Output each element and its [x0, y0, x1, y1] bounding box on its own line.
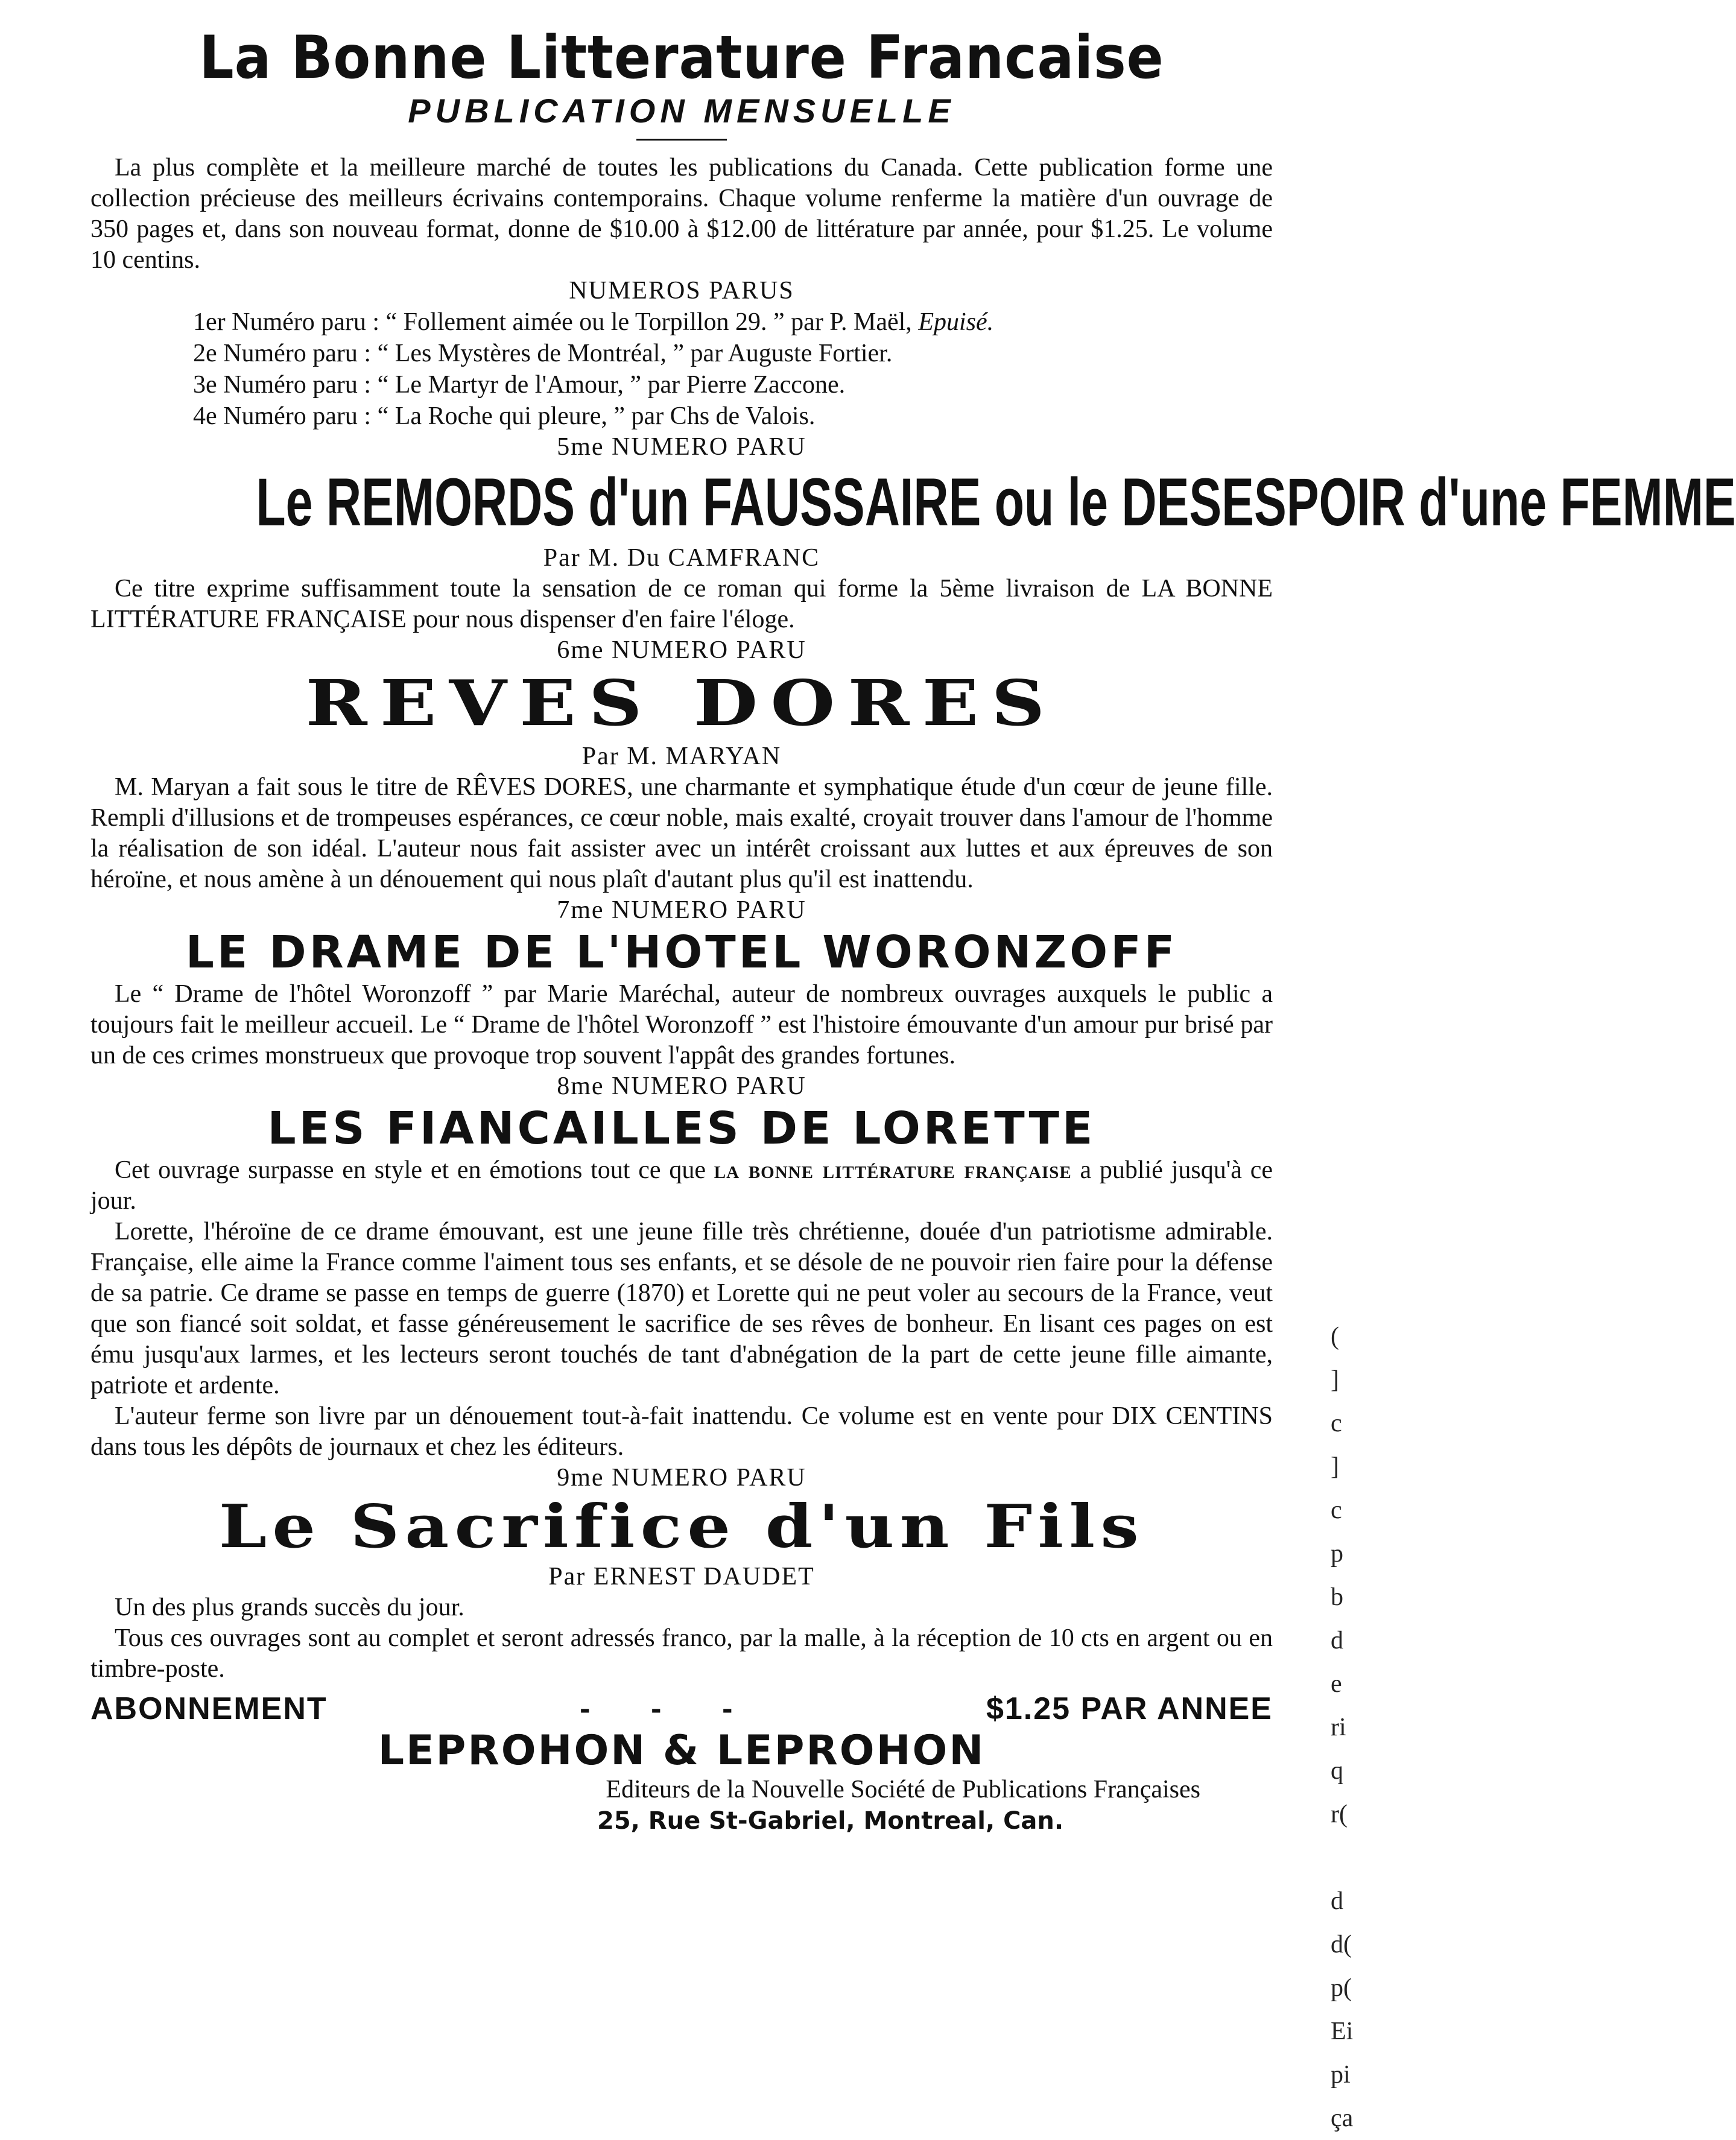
issue-5-title: Le REMORDS d'un FAUSSAIRE ou le DESESPOIR d'une FEMME	[256, 464, 1736, 540]
list-item: 1er Numéro paru : “ Follement aimée ou le Torpillon 29. ” par P. Maël, Epuisé.	[193, 308, 994, 336]
issue-8-label: 8me NUMERO PARU	[557, 1072, 806, 1100]
issue-8-description-2: Lorette, l'héroïne de ce drame émouvant, est une jeune fille très chrétienne, douée d'un patriotisme admirable. Française, elle aime la France comme l'aiment tous ses enfants, et se désole de ne pouvoir rien faire pour la défense de sa patrie. Ce drame se passe en temps de guerre (1870) et Lorette qui ne peut voler au secours de la France, veut que son fiancé soit soldat, et fasse généreusement le sacrifice de ses rêves de bonheur. En lisant ces pages on est ému jusqu'aux larmes, et les lecteurs seront touchés de tant d'abnégation de la part de cette jeune fille aimante, patriote et ardente.	[90, 1218, 1273, 1399]
title-rule	[636, 139, 727, 141]
margin-fragment: r(	[1331, 1800, 1348, 1828]
issue-8-description-3: L'auteur ferme son livre par un dénouement tout-à-fait inattendu. Ce volume est en vente pour DIX CENTINS dans tous les dépôts de journaux et chez les éditeurs.	[90, 1402, 1273, 1461]
margin-fragment: c	[1331, 1496, 1342, 1524]
issue-6-title: REVES DORES	[305, 666, 1058, 740]
subscription-line	[90, 1689, 1273, 1728]
margin-fragment: p(	[1331, 1974, 1352, 2002]
margin-fragment: ]	[1331, 1453, 1339, 1481]
margin-fragment	[1331, 1836, 1367, 1879]
issue-5-label: 5me NUMERO PARU	[557, 433, 806, 461]
margin-fragment: ]	[1331, 1366, 1339, 1394]
margin-fragment: b	[1331, 1583, 1343, 1611]
issue-9-label: 9me NUMERO PARU	[557, 1464, 806, 1492]
margin-fragment: q	[1331, 1757, 1343, 1785]
numeros-parus-label: NUMEROS PARUS	[569, 277, 794, 305]
issue-9-description-2: Tous ces ouvrages sont au complet et seront adressés franco, par la malle, à la réception de 10 cts en argent ou en timbre-poste.	[90, 1624, 1273, 1683]
issue-9-author: Par ERNEST DAUDET	[548, 1563, 815, 1591]
margin-fragment: p	[1331, 1540, 1343, 1568]
issue-6-label: 6me NUMERO PARU	[557, 636, 806, 664]
subscription-dashes: - - -	[580, 1691, 734, 1726]
margin-fragment: ri	[1331, 1714, 1346, 1741]
advertisement-page	[90, 24, 1736, 1837]
issue-8-title: LES FIANCAILLES DE LORETTE	[267, 1103, 1096, 1154]
issue-7-title: LE DRAME DE L'HOTEL WORONZOFF	[185, 926, 1178, 978]
issue-7-label: 7me NUMERO PARU	[557, 896, 806, 924]
publisher-name: LEPROHON & LEPROHON	[378, 1727, 986, 1774]
margin-fragment: pi	[1331, 2061, 1351, 2089]
issue-9-description-1: Un des plus grands succès du jour.	[115, 1594, 464, 1621]
subscription-label: ABONNEMENT	[90, 1691, 328, 1726]
list-item: 4e Numéro paru : “ La Roche qui pleure, ” par Chs de Valois.	[193, 402, 816, 430]
numeros-list	[193, 306, 1273, 432]
publisher-address: 25, Rue St-Gabriel, Montreal, Can.	[597, 1807, 1064, 1835]
margin-fragment: e	[1331, 1670, 1342, 1698]
margin-fragment: d	[1331, 1627, 1343, 1654]
masthead-title: La Bonne Litterature Francaise	[199, 24, 1164, 92]
list-item: 2e Numéro paru : “ Les Mystères de Montréal, ” par Auguste Fortier.	[193, 340, 893, 367]
issue-6-description: M. Maryan a fait sous le titre de RÊVES DORES, une charmante et symphatique étude d'un cœur de jeune fille. Rempli d'illusions et de trompeuses espérances, ce cœur noble, mais exalté, croyait trouver dans l'amour de l'homme la réalisation de son idéal. L'auteur nous fait assister avec un intérêt croissant aux luttes et aux épreuves de son héroïne, et nous amène à un dénouement qui nous plaît d'autant plus qu'il est inattendu.	[90, 773, 1273, 893]
subscription-price: $1.25 PAR ANNEE	[986, 1691, 1273, 1726]
publication-subtitle: PUBLICATION MENSUELLE	[408, 92, 955, 130]
issue-5-author: Par M. Du CAMFRANC	[543, 544, 820, 572]
issue-8-description-1: Cet ouvrage surpasse en style et en émotions tout ce que la bonne littérature française a publié jusqu'à ce jour.	[90, 1156, 1273, 1215]
adjacent-page-margin-text	[1331, 1315, 1367, 2140]
issue-6-author: Par M. MARYAN	[581, 742, 782, 770]
margin-fragment: (	[1331, 1323, 1339, 1350]
margin-fragment: ça	[1331, 2104, 1354, 2132]
issue-9-title: Le Sacrifice d'un Fils	[218, 1492, 1145, 1562]
margin-fragment: c	[1331, 1410, 1342, 1437]
publisher-description: Editeurs de la Nouvelle Société de Publications Françaises	[606, 1776, 1200, 1803]
journal-name-smallcaps: la bonne littérature française	[714, 1156, 1072, 1184]
issue-5-description: Ce titre exprime suffisamment toute la sensation de ce roman qui forme la 5ème livraison de LA BONNE LITTÉRATURE FRANÇAISE pour nous dispenser d'en faire l'éloge.	[90, 575, 1273, 633]
margin-fragment: d	[1331, 1887, 1343, 1915]
margin-fragment: Ei	[1331, 2018, 1354, 2045]
intro-paragraph: La plus complète et la meilleure marché de toutes les publications du Canada. Cette publication forme une collection précieuse des meilleurs écrivains contemporains. Chaque volume renferme la matière d'un ouvrage de 350 pages et, dans son nouveau format, donne de $10.00 à $12.00 de littérature par année, pour $1.25. Le volume 10 centins.	[90, 154, 1273, 274]
issue-7-description: Le “ Drame de l'hôtel Woronzoff ” par Marie Maréchal, auteur de nombreux ouvrages auxquels le public a toujours fait le meilleur accueil. Le “ Drame de l'hôtel Woronzoff ” est l'histoire émouvante d'un amour pur brisé par un de ces crimes monstrueux que provoque trop souvent l'appât des grandes fortunes.	[90, 980, 1273, 1069]
margin-fragment: d(	[1331, 1931, 1352, 1958]
list-item: 3e Numéro paru : “ Le Martyr de l'Amour, ” par Pierre Zaccone.	[193, 371, 846, 399]
